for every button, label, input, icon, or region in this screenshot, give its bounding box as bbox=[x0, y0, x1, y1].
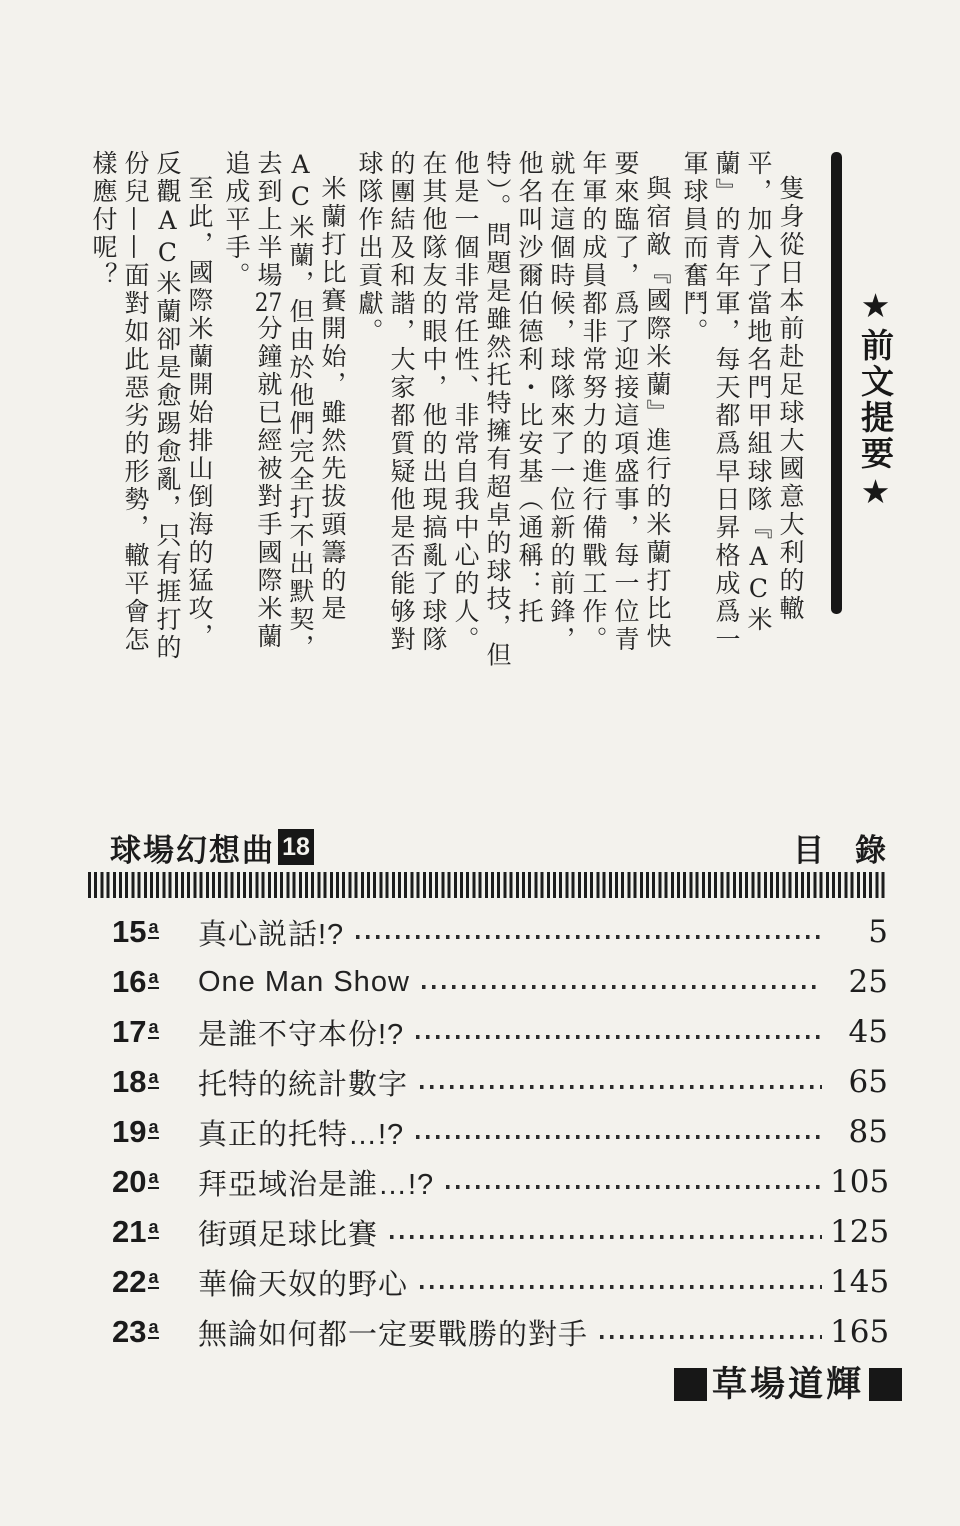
recap-run: 與宿敵『國際米蘭』進行的米蘭打比快要來臨了，爲了迎接這項盛事，每一位青年軍的成員都非常努力的進行備戰工作。就在這個時候，球隊來了一位新的前鋒，他名叫沙爾伯德利・比安基（通稱：托特）。問題是雖然托特擁有超卓的球技，但他是一個非常任性、非常自我中心的人。在其他隊友的眼中，他的出現搞亂了球隊的團結及和諧，大家都質疑他是否能够對球隊作出貢獻。 bbox=[355, 150, 672, 670]
toc-section bbox=[88, 824, 888, 1357]
chapter-ordinal: a bbox=[148, 1067, 159, 1087]
recap-paragraph bbox=[678, 150, 806, 672]
chapter-ordinal: a bbox=[148, 1317, 159, 1337]
chapter-ordinal: a bbox=[148, 1117, 159, 1137]
toc-label: 目 錄 bbox=[793, 832, 886, 868]
page-number: 165 bbox=[830, 1314, 890, 1350]
page-number: 85 bbox=[848, 1114, 888, 1150]
chapter-title: 真心説話!? bbox=[198, 918, 345, 951]
toc-list bbox=[88, 907, 888, 1357]
toc-entry bbox=[112, 1107, 888, 1157]
chapter-number bbox=[112, 964, 198, 1000]
chapter-title: 是誰不守本份!? bbox=[198, 1018, 405, 1051]
author-name: 草場道輝 bbox=[711, 1365, 864, 1404]
page-number: 5 bbox=[868, 914, 888, 950]
volume-number-badge: 18 bbox=[278, 829, 314, 865]
recap-run: AC bbox=[153, 206, 182, 270]
chapter-title: 無論如何都一定要戰勝的對手 bbox=[198, 1318, 589, 1351]
dot-leader bbox=[416, 1035, 822, 1039]
dot-leader bbox=[416, 1135, 822, 1139]
dot-leader bbox=[422, 985, 822, 989]
toc-entry bbox=[112, 1207, 888, 1257]
recap-paragraph bbox=[353, 150, 673, 672]
chapter-number-value: 16 bbox=[112, 964, 147, 999]
chapter-title: 街頭足球比賽 bbox=[198, 1218, 379, 1251]
toc-entry bbox=[112, 1007, 888, 1057]
chapter-ordinal: a bbox=[148, 1167, 159, 1187]
chapter-number bbox=[112, 1064, 198, 1100]
dot-leader bbox=[420, 1285, 822, 1289]
dot-leader bbox=[446, 1185, 822, 1189]
toc-entry bbox=[112, 1307, 888, 1357]
dot-leader bbox=[390, 1235, 822, 1239]
toc-entry bbox=[112, 1057, 888, 1107]
recap-run: 米蘭打比賽開始，雖然先拔頭籌的是 bbox=[318, 175, 347, 623]
chapter-number-value: 21 bbox=[112, 1214, 147, 1249]
black-square-icon bbox=[869, 1368, 902, 1401]
toc-header bbox=[88, 824, 888, 870]
chapter-number-value: 22 bbox=[112, 1264, 147, 1299]
toc-entry bbox=[112, 1157, 888, 1207]
recap-title: ★前文提要★ bbox=[857, 286, 894, 514]
recap-text bbox=[66, 150, 806, 672]
stripe-divider bbox=[88, 872, 888, 898]
recap-run: 至此，國際米蘭開始排山倒海的猛攻，反觀 bbox=[153, 150, 214, 651]
toc-entry bbox=[112, 957, 888, 1007]
dot-leader bbox=[600, 1335, 822, 1339]
chapter-ordinal: a bbox=[148, 1217, 159, 1237]
toc-entry bbox=[112, 907, 888, 957]
chapter-number bbox=[112, 1114, 198, 1150]
dot-leader bbox=[356, 935, 822, 939]
recap-run: 27 bbox=[254, 290, 283, 315]
recap-run: 米蘭』的青年軍，每天都爲早日昇格成爲一軍球員而奮鬥。 bbox=[680, 150, 773, 654]
page-number: 65 bbox=[848, 1064, 888, 1100]
author-credit bbox=[674, 1367, 902, 1402]
chapter-number bbox=[112, 1164, 198, 1200]
chapter-ordinal: a bbox=[148, 917, 159, 937]
chapter-number-value: 15 bbox=[112, 914, 147, 949]
dot-leader bbox=[420, 1085, 822, 1089]
page-number: 145 bbox=[830, 1264, 890, 1300]
page-number: 25 bbox=[848, 964, 888, 1000]
recap-run: 分鐘就已經被對手國際米蘭追成平手。 bbox=[222, 150, 283, 651]
recap-run: 米蘭卻是愈踢愈亂，只有捱打的份兒——面對如此惡劣的形勢，轍平會怎樣應付呢？ bbox=[89, 150, 182, 662]
recap-run: 隻身從日本前赴足球大國意大利的轍平，加入了當地名門甲組球隊『 bbox=[744, 150, 805, 623]
recap-run: 米蘭，但由於他們完全打不出默契，去到上半場 bbox=[254, 150, 315, 662]
chapter-number-value: 20 bbox=[112, 1164, 147, 1199]
chapter-number-value: 18 bbox=[112, 1064, 147, 1099]
recap-paragraph bbox=[87, 150, 215, 672]
black-square-icon bbox=[674, 1368, 707, 1401]
series-title: 球場幻想曲 bbox=[110, 832, 275, 868]
page-number: 105 bbox=[830, 1164, 890, 1200]
chapter-number bbox=[112, 1314, 198, 1350]
chapter-title: 托特的統計數字 bbox=[198, 1068, 409, 1101]
chapter-title: One Man Show bbox=[198, 965, 410, 998]
chapter-number bbox=[112, 1214, 198, 1250]
chapter-ordinal: a bbox=[148, 1267, 159, 1287]
chapter-title: 華倫天奴的野心 bbox=[198, 1268, 409, 1301]
chapter-title: 真正的托特…!? bbox=[198, 1118, 405, 1151]
vertical-rule bbox=[831, 152, 842, 614]
chapter-number-value: 19 bbox=[112, 1114, 147, 1149]
page-number: 45 bbox=[848, 1014, 888, 1050]
chapter-title: 拜亞域治是誰…!? bbox=[198, 1168, 435, 1201]
chapter-ordinal: a bbox=[148, 1017, 159, 1037]
recap-run: AC bbox=[744, 542, 773, 606]
recap-paragraph bbox=[220, 150, 348, 672]
toc-entry bbox=[112, 1257, 888, 1307]
page-number: 125 bbox=[830, 1214, 890, 1250]
chapter-number bbox=[112, 1014, 198, 1050]
chapter-ordinal: a bbox=[148, 967, 159, 987]
chapter-number-value: 23 bbox=[112, 1314, 147, 1349]
chapter-number-value: 17 bbox=[112, 1014, 147, 1049]
recap-run: AC bbox=[286, 150, 315, 214]
chapter-number bbox=[112, 914, 198, 950]
chapter-number bbox=[112, 1264, 198, 1300]
